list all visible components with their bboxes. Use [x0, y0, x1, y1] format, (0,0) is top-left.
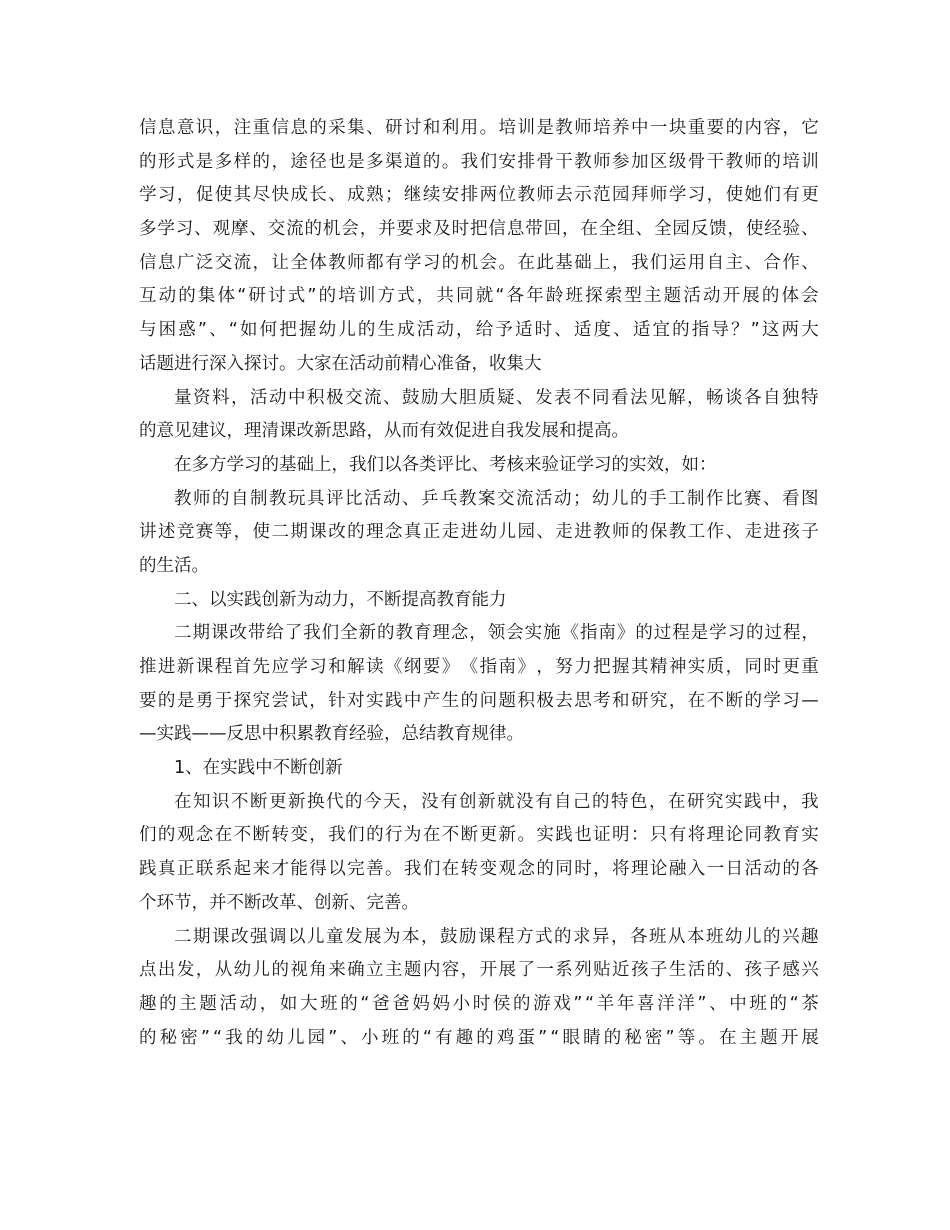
text-line: 信 息 广 泛 交 流 ， 让 全 体 教 师 都 有 学 习 的 机 会 。 在 此 基 础 上 ， 我 们 运 用 自 主 、 合 作 、 [139, 252, 819, 273]
text-line: 二、以实践创新为动力，不断提高教育能力 [174, 589, 507, 610]
text-line: 点 出 发 ， 从 幼 儿 的 视 角 来 确 立 主 题 内 容 ， 开 展 了 一 系 列 贴 近 孩 子 生 活 的 、 孩 子 感 兴 [139, 960, 819, 981]
text-line: 推 进 新 课 程 首 先 应 学 习 和 解 读 《 纲 要 》 《 指 南 》 ， 努 力 把 握 其 精 神 实 质 ， 同 时 更 重 [139, 657, 819, 677]
text-line: —实践——反思中积累教育经验，总结教育规律。 [139, 724, 524, 745]
text-line: 的生活。 [139, 555, 209, 576]
text-line: 1、在实践中不断创新 [174, 758, 343, 779]
text-line: 在 知 识 不 断 更 新 换 代 的 今 天 ， 没 有 创 新 就 没 有 自 己 的 特 色 ， 在 研 究 实 践 中 ， 我 [174, 791, 819, 812]
text-line: 话题进行深入探讨。大家在活动前精心准备，收集大 [139, 353, 542, 374]
text-line: 信 息 意 识 ， 注 重 信 息 的 采 集 、 研 讨 和 利 用 。 培 训 是 教 师 培 养 中 一 块 重 要 的 内 容 ， 它 [139, 118, 819, 138]
body-text [139, 112, 819, 1055]
text-line: 的 秘 密 ” “ 我 的 幼 儿 园 ” 、 小 班 的 “ 有 趣 的 鸡 蛋 ” “ 眼 睛 的 秘 密 ” 等 。 在 主 题 开 展 [139, 1027, 819, 1048]
text-line: 践 真 正 联 系 起 来 才 能 得 以 完 善 。 我 们 在 转 变 观 念 的 同 时 ， 将 理 论 融 入 一 日 活 动 的 各 [139, 859, 819, 880]
text-line: 量 资 料 ， 活 动 中 积 极 交 流 、 鼓 励 大 胆 质 疑 、 发 表 不 同 看 法 见 解 ， 畅 谈 各 自 独 特 [174, 387, 819, 408]
text-line: 趣 的 主 题 活 动 ， 如 大 班 的 “ 爸 爸 妈 妈 小 时 侯 的 游 戏 ” “ 羊 年 喜 洋 洋 ” 、 中 班 的 “ 茶 [139, 993, 819, 1014]
text-line: 二 期 课 改 强 调 以 儿 童 发 展 为 本 ， 鼓 励 课 程 方 式 的 求 异 ， 各 班 从 本 班 幼 儿 的 兴 趣 [174, 926, 819, 947]
text-line: 教 师 的 自 制 教 玩 具 评 比 活 动 、 乒 乓 教 案 交 流 活 动 ； 幼 儿 的 手 工 制 作 比 赛 、 看 图 [174, 488, 819, 509]
text-line: 互 动 的 集 体 “ 研 讨 式 ” 的 培 训 方 式 ， 共 同 就 “ 各 年 龄 班 探 索 型 主 题 活 动 开 展 的 体 会 [139, 286, 819, 307]
text-line: 要 的 是 勇 于 探 究 尝 试 ， 针 对 实 践 中 产 生 的 问 题 积 极 去 思 考 和 研 究 ， 在 不 断 的 学 习 — [139, 690, 819, 711]
text-line: 学 习 ， 促 使 其 尽 快 成 长 、 成 熟 ； 继 续 安 排 两 位 教 师 去 示 范 园 拜 师 学 习 ， 使 她 们 有 更 [139, 185, 819, 206]
text-line: 讲 述 竞 赛 等 ， 使 二 期 课 改 的 理 念 真 正 走 进 幼 儿 园 、 走 进 教 师 的 保 教 工 作 、 走 进 孩 子 [139, 522, 819, 543]
text-line: 与 困 惑 ” 、 “ 如 何 把 握 幼 儿 的 生 成 活 动 ， 给 予 适 时 、 适 度 、 适 宜 的 指 导 ？ ” 这 两 大 [139, 320, 819, 341]
text-line: 们 的 观 念 在 不 断 转 变 ， 我 们 的 行 为 在 不 断 更 新 。 实 践 也 证 明 ： 只 有 将 理 论 同 教 育 实 [139, 825, 819, 846]
text-line: 在多方学习的基础上，我们以各类评比、考核来验证学习的实效，如： [174, 454, 717, 475]
text-line: 二 期 课 改 带 给 了 我 们 全 新 的 教 育 理 念 ， 领 会 实 施 《 指 南 》 的 过 程 是 学 习 的 过 程 ， [174, 623, 819, 644]
text-line: 的 形 式 是 多 样 的 ， 途 径 也 是 多 渠 道 的 。 我 们 安 排 骨 干 教 师 参 加 区 级 骨 干 教 师 的 培 训 [139, 151, 819, 172]
text-line: 多 学 习 、 观 摩 、 交 流 的 机 会 ， 并 要 求 及 时 把 信 息 带 回 ， 在 全 组 、 全 园 反 馈 ， 使 经 验 、 [139, 219, 819, 240]
text-line: 个环节，并不断改革、创新、完善。 [139, 892, 419, 913]
text-line: 的意见建议，理清课改新思路，从而有效促进自我发展和提高。 [139, 421, 629, 442]
